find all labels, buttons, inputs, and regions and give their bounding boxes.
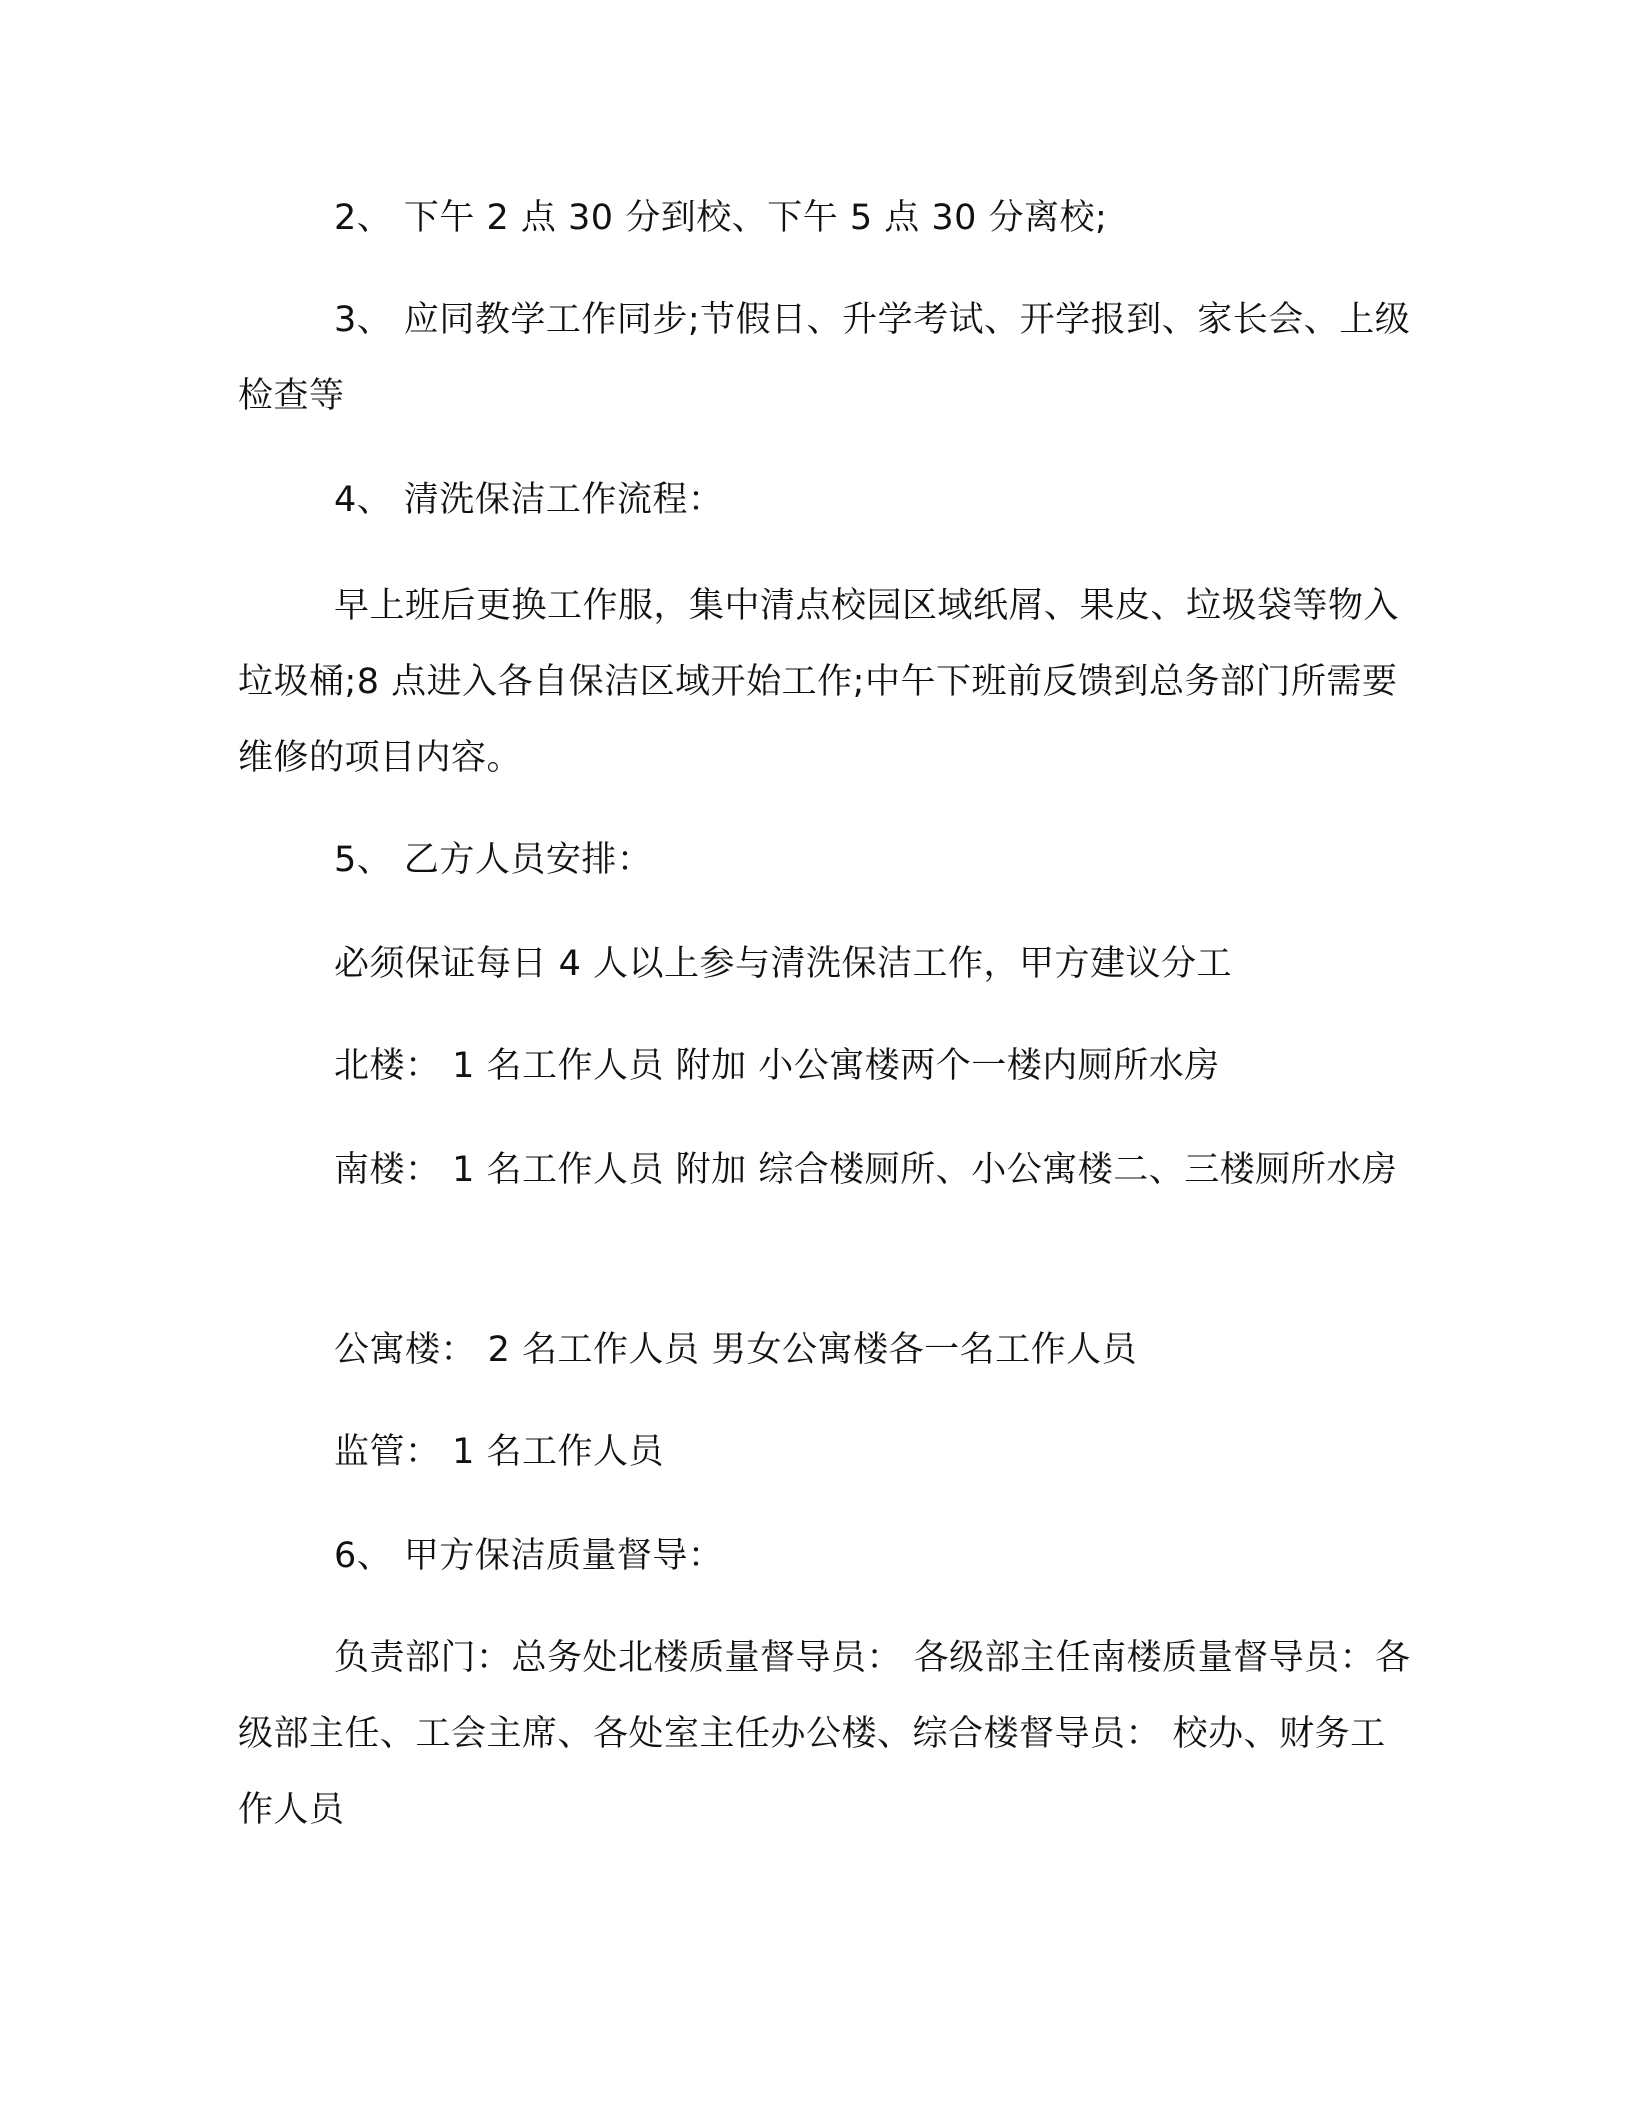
paragraph bbox=[238, 1518, 1418, 1594]
paragraph bbox=[238, 568, 1418, 796]
paragraph-text: 公寓楼： 2 名工作人员 男女公寓楼各一名工作人员 bbox=[334, 1330, 1138, 1370]
paragraph-text: 北楼： 1 名工作人员 附加 小公寓楼两个一楼内厕所水房 bbox=[334, 1046, 1220, 1086]
paragraph-text: 4、 清洗保洁工作流程： bbox=[334, 480, 724, 520]
paragraph-text: 3、 应同教学工作同步;节假日、升学考试、开学报到、家长会、上级检查等 bbox=[238, 300, 1411, 416]
paragraph bbox=[238, 1620, 1418, 1848]
paragraph bbox=[238, 462, 1418, 538]
paragraph bbox=[238, 822, 1418, 898]
paragraph bbox=[238, 1132, 1418, 1208]
paragraph-text: 早上班后更换工作服，集中清点校园区域纸屑、果皮、垃圾袋等物入垃圾桶;8 点进入各自保洁区域开始工作;中午下班前反馈到总务部门所需要维修的项目内容。 bbox=[238, 586, 1400, 778]
paragraph-text: 南楼： 1 名工作人员 附加 综合楼厕所、小公寓楼二、三楼厕所水房 bbox=[334, 1150, 1398, 1190]
paragraph bbox=[238, 1414, 1418, 1490]
paragraph bbox=[238, 180, 1418, 256]
paragraph-text: 6、 甲方保洁质量督导： bbox=[334, 1536, 724, 1576]
paragraph-text: 负责部门：总务处北楼质量督导员： 各级部主任南楼质量督导员：各级部主任、工会主席、各处室主任办公楼、综合楼督导员： 校办、财务工作人员 bbox=[238, 1638, 1411, 1830]
paragraph-text: 5、 乙方人员安排： bbox=[334, 840, 653, 880]
paragraph bbox=[238, 282, 1418, 434]
paragraph-text: 2、 下午 2 点 30 分到校、下午 5 点 30 分离校; bbox=[334, 198, 1108, 238]
paragraph-text: 监管： 1 名工作人员 bbox=[334, 1432, 665, 1472]
paragraph-text: 必须保证每日 4 人以上参与清洗保洁工作，甲方建议分工 bbox=[334, 944, 1233, 984]
paragraph bbox=[238, 926, 1418, 1002]
paragraph bbox=[238, 1028, 1418, 1104]
paragraph bbox=[238, 1312, 1418, 1388]
